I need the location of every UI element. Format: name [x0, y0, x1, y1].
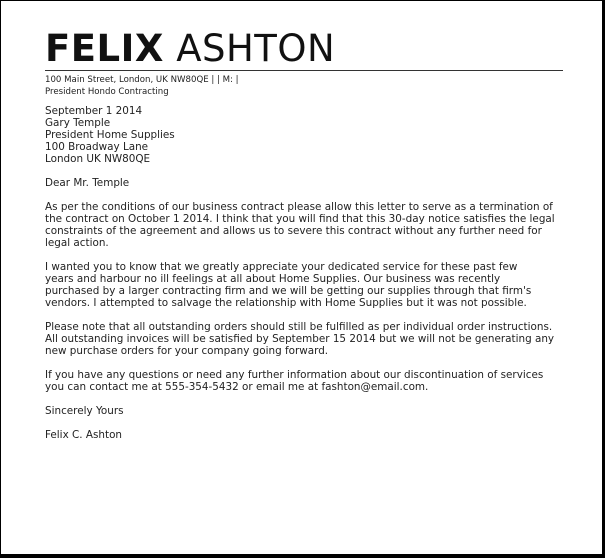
recipient-line: President Home Supplies: [45, 129, 175, 141]
address-line: 100 Main Street, London, UK NW80QE | | M: |: [45, 75, 239, 85]
paragraph-line: you can contact me at 555-354-5432 or email me at fashton@email.com.: [45, 381, 429, 393]
paragraph-line: new purchase orders for your company going forward.: [45, 345, 329, 357]
paragraph-line: If you have any questions or need any further information about our discontinuation of services: [45, 369, 544, 381]
paragraph-line: constraints of the agreement and allows us to severe this contract without any further need for: [45, 225, 542, 237]
recipient-line: Gary Temple: [45, 117, 111, 129]
paragraph-line: vendors. I attempted to salvage the relationship with Home Supplies but it was not possible.: [45, 297, 527, 309]
first-name: FELIX: [45, 27, 164, 70]
paragraph: [45, 321, 565, 357]
signature-name: Felix C. Ashton: [45, 429, 123, 441]
paragraph: [45, 201, 565, 249]
paragraph-line: Please note that all outstanding orders should still be fulfilled as per individual order instructions.: [45, 321, 553, 333]
paragraph-line: All outstanding invoices will be satisfied by September 15 2014 but we will not be generating any: [45, 333, 555, 345]
paragraph-line: purchased by a larger contracting firm and we will be getting our supplies through that firm's: [45, 285, 532, 297]
salutation: Dear Mr. Temple: [45, 177, 130, 189]
letterhead-name: [45, 29, 335, 69]
paragraph: [45, 261, 565, 309]
closing: Sincerely Yours: [45, 405, 124, 417]
paragraph-line: As per the conditions of our business contract please allow this letter to serve as a termination of: [45, 201, 553, 213]
last-name: ASHTON: [176, 27, 336, 70]
title-line: President Hondo Contracting: [45, 87, 169, 97]
paragraph-line: the contract on October 1 2014. I think that you will find that this 30-day notice satisfies the legal: [45, 213, 555, 225]
paragraph: [45, 369, 565, 393]
recipient-line: London UK NW80QE: [45, 153, 151, 165]
letterhead-contact: [45, 74, 239, 98]
letter-body: [45, 105, 565, 441]
letter-date: September 1 2014: [45, 105, 143, 117]
paragraph-line: years and harbour no ill feelings at all about Home Supplies. Our business was recently: [45, 273, 501, 285]
recipient-line: 100 Broadway Lane: [45, 141, 149, 153]
paragraph-line: legal action.: [45, 237, 109, 249]
header-divider: [45, 70, 563, 71]
recipient-block: [45, 117, 565, 165]
paragraph-line: I wanted you to know that we greatly appreciate your dedicated service for these past few: [45, 261, 518, 273]
